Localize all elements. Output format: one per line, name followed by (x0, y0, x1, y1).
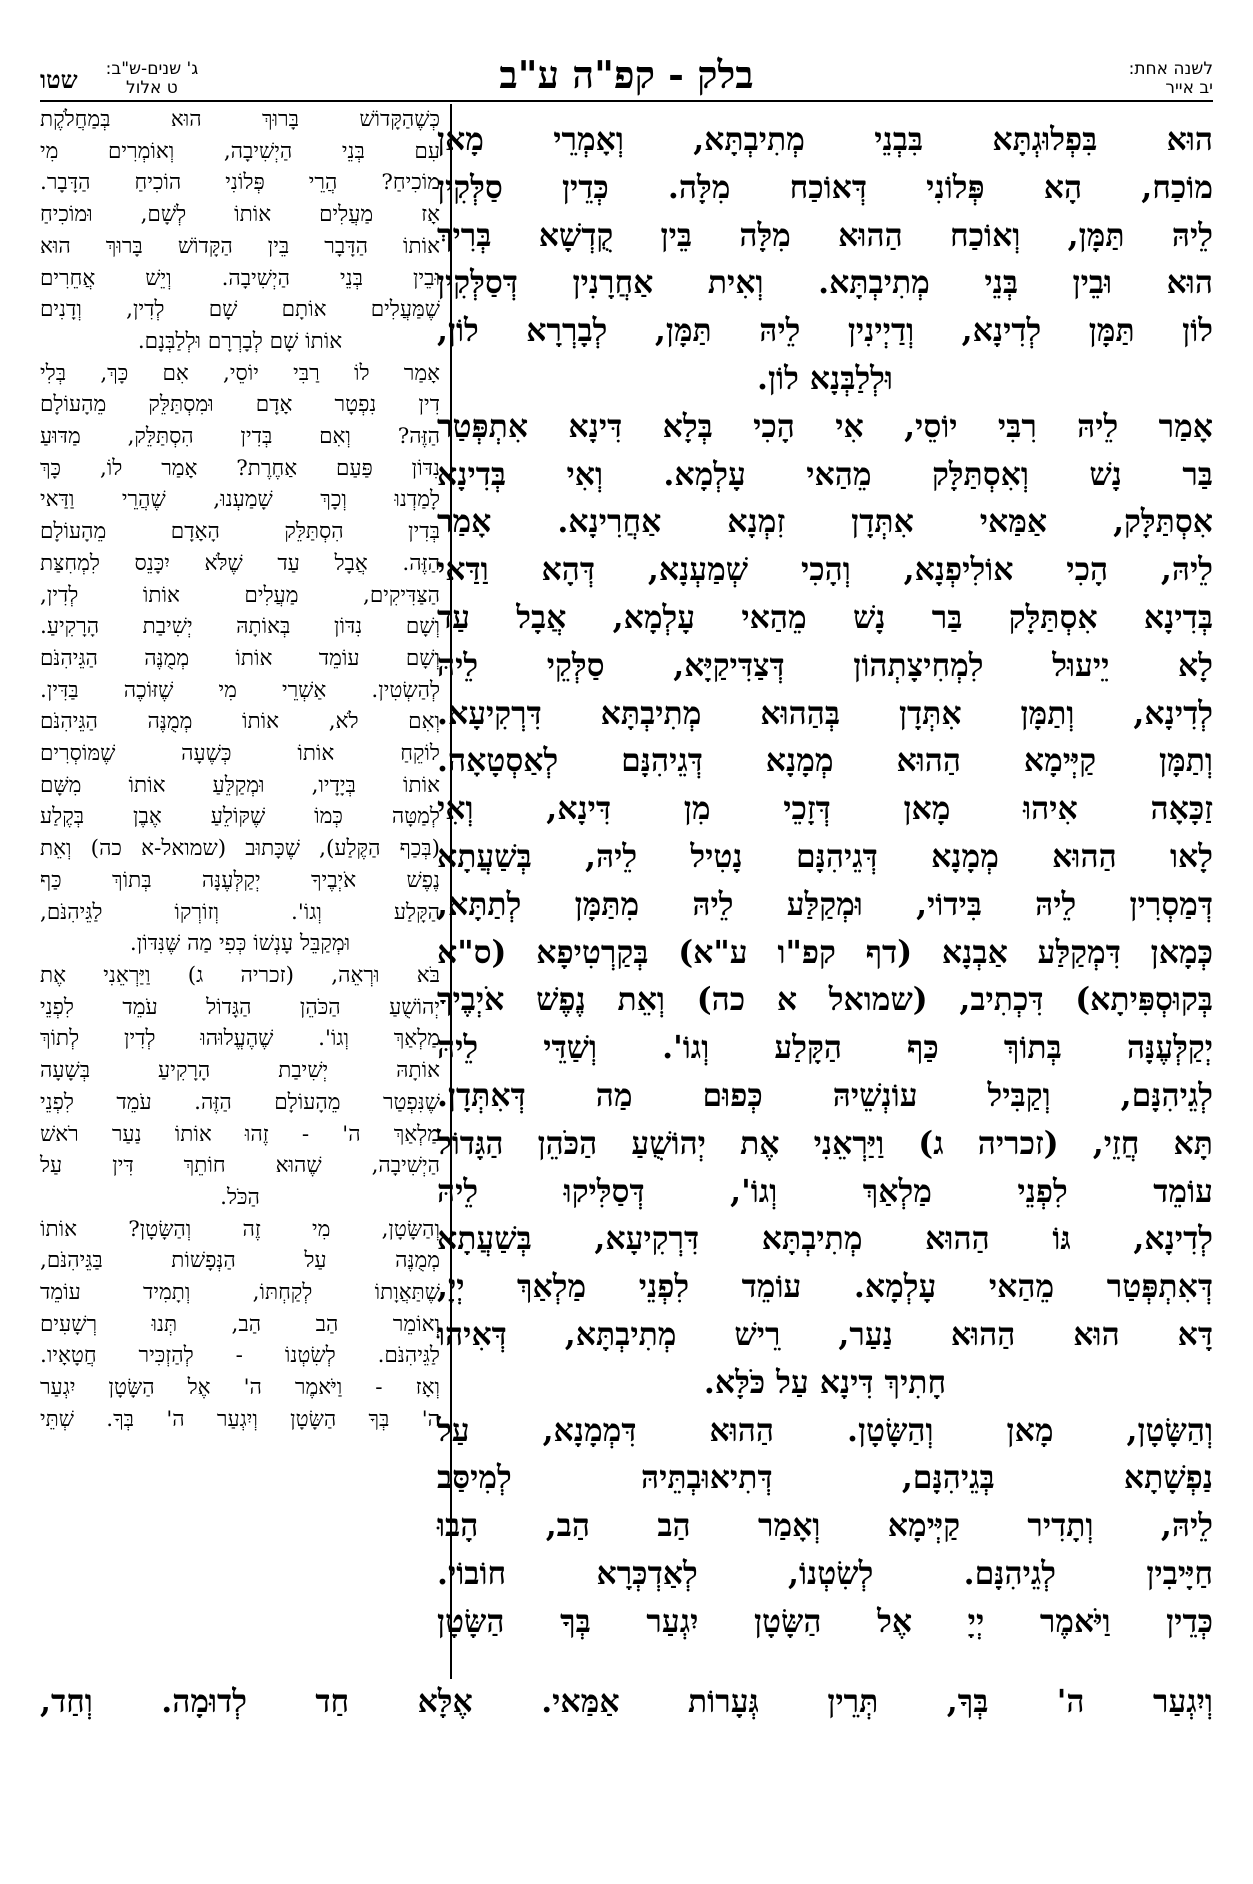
header-left-info (40, 60, 198, 100)
translation-text-line: לְמַטָּה כְּמוֹ שֶׁקּוֹלֵעַ אֶבֶן בְּקֶלַע (40, 804, 440, 830)
translation-column (40, 104, 440, 1436)
translation-text-line: אוֹתוֹ הַדָּבָר בֵּין הַקָּדוֹשׁ בָּרוּךְ הוּא (40, 233, 440, 259)
translation-text-line: הַיְשִׁיבָה, שֶׁהוּא חוֹתֵךְ דִּין עַל (40, 1153, 440, 1179)
translation-text-line: וְשָׁם נִדּוֹן בְּאוֹתָהּ יְשִׁיבַת הָרָקִיעַ. (40, 614, 440, 640)
translation-text-line: הַכֹּל. (220, 1184, 260, 1210)
translation-text-line: (בְּכַף הַקֶּלַע), שֶׁכָּתוּב (שמואל-א כה) וְאֵת (40, 836, 440, 862)
study-three-years-date: ט אלול (126, 78, 178, 98)
bottom-full-width-line (40, 1678, 1213, 1726)
page-title: בלק - קפ"ה ע"ב (499, 52, 754, 97)
translation-text-line: מַלְאַךְ וְגוֹ'. שֶׁהֶעֱלוּהוּ לְדִין לְתוֹךְ (40, 1026, 440, 1052)
main-text-line: לוֹן תַּמָּן לְדִינָא, וְדַיְינִין לֵיהּ תַּמָּן, לְבָרְרָא לוֹן, (437, 312, 1213, 350)
translation-text-line: עִם בְּנֵי הַיְשִׁיבָה, וְאוֹמְרִים מִי (40, 138, 440, 164)
translation-text-line: בֹּא וּרְאֵה, (זכריה ג) וַיַּרְאֵנִי אֶת (40, 962, 440, 988)
translation-text-line: הַקָּלַע וְגוֹ'. וְזוֹרְקוֹ לַגֵּיהִנֹּם, (40, 899, 440, 925)
translation-text-line: לָמַדְנוּ וְכָךְ שָׁמַעְנוּ, שֶׁהֲרֵי וַדַּאי (40, 487, 440, 513)
translation-text-line: וְאוֹמֵר הַב הַב, תְּנוּ רְשָׁעִים (40, 1311, 440, 1337)
study-three-years-label: ג' שנים-ש"ב: (105, 59, 199, 79)
main-text-line: לְגֵיהִנָּם, וְקַבִּיל עוֹנְשֵׁיהּ כְּפוּם מַה דְּאִתְּדָן. (437, 1076, 1213, 1114)
translation-text-line: נִדּוֹן פַּעַם אַחֶרֶת? אָמַר לוֹ, כָּךְ (40, 455, 440, 481)
main-text-line: דְּאִתְפְּטַר מֵהַאי עָלְמָא. עוֹמֵד לִפְנֵי מַלְאַךְ יְיָ, (437, 1268, 1213, 1306)
translation-text-line: אוֹתוֹ שָׁם לְבָרְרָם וּלְלַבְּנָם. (137, 328, 343, 354)
main-text-line: בַּר נָשׁ וְאִסְתַּלָּק מֵהַאי עָלְמָא. וְאִי בְּדִינָא (437, 455, 1213, 493)
main-text-line: לֵיהּ, וְתָדִיר קַיְּימָא וְאָמַר הַב הַב, הָבוּ (437, 1507, 1213, 1545)
translation-text-line: לוֹקֵחַ אוֹתוֹ כְּשֶׁעָה שֶׁמּוֹסְרִים (40, 741, 440, 767)
main-text-line: יְקַלְּעֶנָּה בְּתוֹךְ כַּף הַקָּלַע וְגוֹ'. וְשַׁדֵּי לֵיהּ (437, 1029, 1213, 1067)
main-text-line: לְדִינָא, וְתַמָּן אִתְּדָן בְּהַהוּא מְתִיבְתָּא דִּרְקִיעָא. (437, 694, 1213, 732)
page-number: שטו (40, 65, 78, 94)
main-text-line: הוּא בִּפְלוּגְתָּא בִּבְנֵי מְתִיבְתָּא, וְאָמְרֵי מָאן (437, 121, 1213, 158)
translation-text-line: לְהַשְׂטִין. אַשְׁרֵי מִי שֶׁזּוֹכֶה בַּדִּין. (40, 677, 440, 703)
main-text-line: לֵיהּ תַּמָּן, וְאוֹכַח הַהוּא מִלָּה בֵּין קֻדְשָׁא בְּרִיךְ (437, 216, 1213, 254)
translation-text-line: וְהַשָּׂטָן, מִי זֶה וְהַשָּׂטָן? אוֹתוֹ (40, 1216, 440, 1242)
main-text-line: מוֹכַח, הָא פְּלוֹנִי דְּאוֹכַח מִלָּה. כְּדֵין סַלְּקִין (437, 168, 1213, 206)
main-text-line: דָּא הוּא הַהוּא נַעַר, רֵישׁ מְתִיבְתָּא, דְּאִיהוּ (437, 1315, 1213, 1353)
translation-text-line: הַזֶּה? וְאִם בְּדִין הִסְתַּלֵּק, מַדּוּעַ (40, 424, 440, 450)
main-text-line: לֵיהּ, הָכִי אוֹלִיפְנָא, וְהָכִי שְׁמַעְנָא, דְּהָא וַדַּאי (437, 551, 1213, 589)
main-text-line: לְדִינָא, גּוֹ הַהוּא מְתִיבְתָּא דִּרְקִיעָא, בְּשַׁעֲתָא (437, 1220, 1213, 1258)
translation-text-line: וּמְקַבֵּל עָנְשׁוֹ כְּפִי מַה שֶּׁנִּדּוֹן. (129, 931, 351, 957)
main-aramaic-column (437, 116, 1213, 1646)
main-text-line: חַיָּיבִין לְגֵיהִנָּם. לְשִׂטְנוֹ, לְאַדְכְּרָא חוֹבוֹי. (437, 1554, 1213, 1592)
main-text-line: וְתַמָּן קַיְּימָא הַהוּא מְמָנָא דְּגֵיהִנָּם לְאַסְטָאָה. (437, 742, 1213, 780)
translation-text-line: אוֹתָהּ יְשִׁיבַת הָרָקִיעַ בְּשָׁעָה (40, 1058, 440, 1084)
translation-text-line: מוֹכִיחַ? הֲרֵי פְּלוֹנִי הוֹכִיחַ הַדָּבָר. (40, 170, 440, 196)
translation-text-line: הַזֶּה. אֲבָל עַד שֶׁלֹּא יִכָּנֵס לִמְחִצַּת (40, 550, 440, 576)
translation-text-line: וְשָׁם עוֹמֵד אוֹתוֹ מְמֻנֶּה הַגֵּיהִנֹּם (40, 645, 440, 671)
translation-text-line: שֶׁמַּעֲלִים אוֹתָם שָׁם לְדִין, וְדָנִים (40, 297, 440, 323)
translation-text-line: מַלְאַךְ ה' - זֶהוּ אוֹתוֹ נַעַר רֹאשׁ (40, 1121, 440, 1147)
main-text-line: אִסְתַּלָּק, אַמַּאי אִתְּדָן זִמְנָא אַחֲרִינָא. אָמַר (437, 503, 1213, 541)
main-text-line: לָא יֵיעוּל לִמְחִיצָתְהוֹן דְּצַדִּיקַיָּא, סַלְּקֵי לֵיהּ (437, 646, 1213, 684)
translation-text-line: אָמַר לוֹ רַבִּי יוֹסֵי, אִם כָּךְ, בְּלִי (40, 360, 440, 386)
main-text-line: זַכָּאָה אִיהוּ מָאן דְּזָכֵי מִן דִּינָא, וְאִי (437, 790, 1213, 828)
translation-text-line: הַצַּדִּיקִים, מַעֲלִים אוֹתוֹ לְדִין, (40, 582, 440, 608)
main-text-line: עוֹמֵד לִפְנֵי מַלְאַךְ וְגוֹ', דְּסַלִּיקוּ לֵיהּ (437, 1172, 1213, 1210)
main-text-line: בְּדִינָא אִסְתַּלָּק בַּר נָשׁ מֵהַאי עָלְמָא, אֲבָל עַד (437, 598, 1213, 636)
translation-text-line: כְּשֶׁהַקָּדוֹשׁ בָּרוּךְ הוּא בְּמַחֲלֹקֶת (40, 107, 440, 132)
main-text-line: אָמַר לֵיהּ רִבִּי יוֹסֵי, אִי הָכִי בְּלָא דִּינָא אִתְפְּטַר (437, 407, 1213, 445)
translation-text-line: וּבֵין בְּנֵי הַיְשִׁיבָה. וְיֵשׁ אֲחֵרִים (40, 265, 440, 291)
page-header (40, 52, 1213, 102)
translation-text-line: יְהוֹשֻׁעַ הַכֹּהֵן הַגָּדוֹל עֹמֵד לִפְנֵי (40, 994, 440, 1020)
main-text-line: הוּא וּבֵין בְּנֵי מְתִיבְתָּא. וְאִית אַחֲרָנִין דְּסַלְּקִין (437, 264, 1213, 302)
translation-text-line: דִין נִפְטָר אָדָם וּמִסְתַּלֵּק מֵהָעוֹלָם (40, 392, 440, 418)
translation-text-line: שֶׁתַּאֲוָתוֹ לְקַחְתּוֹ, וְתָמִיד עוֹמֵד (40, 1280, 440, 1306)
main-text-line: חָתִיךְ דִּינָא עַל כֹּלָּא. (703, 1363, 947, 1401)
translation-text-line: אוֹתוֹ בְּיָדָיו, וּמְקַלֵּעַ אוֹתוֹ מִשָּׁם (40, 772, 440, 798)
main-text-line: דְּמַסְרִין לֵיהּ בִּידוֹי, וּמְקַלַּע לֵיהּ מִתַּמָּן לְתַתָּא, (437, 885, 1213, 923)
main-text-line: וּלְלַבְּנָא לוֹן. (757, 359, 893, 397)
main-text-line: כְּמָאן דִּמְקַלַּע אַבְנָא (דף קפ"ו ע"א) בְּקַרְטִיפָא (ס"א (437, 933, 1213, 971)
main-text-line: בְּקוּסְפִּיתָא) דִּכְתִיב, (שמואל א כה) וְאֵת נֶפֶשׁ אֹיְבֶיךָ (437, 981, 1213, 1019)
translation-text-line: בְּדִין הִסְתַּלֵּק הָאָדָם מֵהָעוֹלָם (40, 519, 440, 545)
study-one-year-label: לשנה אחת: (1128, 59, 1213, 79)
study-three-years-block (106, 60, 199, 98)
translation-text-line: שֶׁנִּפְטַר מֵהָעוֹלָם הַזֶּה. עֹמֵד לִפְנֵי (40, 1089, 440, 1115)
translation-text-line: לַגֵּיהִנֹּם. לְשִׂטְנוֹ - לְהַזְכִּיר חֲטָאָיו. (40, 1343, 440, 1369)
bottom-text-line: וְיִגְעַר ה' בְּךָ, תְּרֵין גְּעָרוֹת אַמַּאי. אֶלָּא חַד לְדוּמָה. וְחַד, (40, 1683, 1213, 1720)
translation-text-line: אָז מַעֲלִים אוֹתוֹ לְשָׁם, וּמוֹכִיחַ (40, 202, 440, 228)
main-text-line: כְּדֵין וַיֹּאמֶר יְיָ אֶל הַשָּׂטָן יִגְעַר בְּךָ הַשָּׂטָן (437, 1602, 1213, 1640)
main-text-line: נַפְשָׁתָא בְּגֵיהִנָּם, דְּתִיאוּבְתֵּיהּ לְמִיסַּב (437, 1459, 1213, 1497)
translation-text-line: נֶפֶשׁ אֹיְבֶיךָ יְקַלְּעֶנָּה בְּתוֹךְ כַּף (40, 867, 440, 893)
main-text-line: תָּא חֲזֵי, (זכריה ג) וַיַּרְאֵנִי אֶת יְהוֹשֻׁעַ הַכֹּהֵן הַגָּדוֹל (437, 1124, 1213, 1162)
translation-text-line: מְמֻנֶּה עַל הַנְּפָשׁוֹת בַּגֵּיהִנֹּם, (40, 1248, 440, 1274)
translation-text-line: ה' בְּךָ הַשָּׂטָן וְיִגְעַר ה' בְּךָ. שְׁתֵּי (40, 1406, 440, 1432)
main-text-line: וְהַשָּׂטָן, מָאן וְהַשָּׂטָן. הַהוּא דִּמְמָנָא, עַל (437, 1411, 1213, 1449)
translation-text-line: וְאִם לֹא, אוֹתוֹ מְמֻנֶּה הַגֵּיהִנֹּם (40, 709, 440, 735)
translation-text-line: וְאָז - וַיֹּאמֶר ה' אֶל הַשָּׂטָן יִגְעַר (40, 1375, 440, 1401)
study-one-year-date: יב אייר (1165, 78, 1213, 98)
main-text-line: לָאו הַהוּא מְמָנָא דְּגֵיהִנָּם נָטִיל לֵיהּ, בְּשַׁעֲתָא (437, 837, 1213, 875)
